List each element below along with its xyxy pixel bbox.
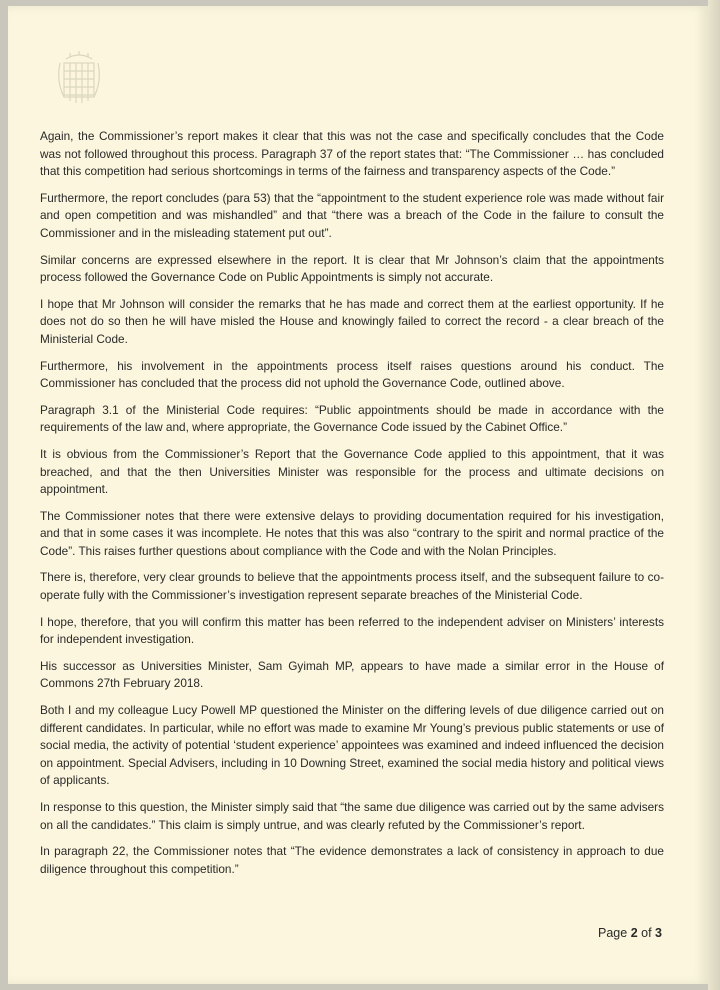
page-total: 3 <box>655 926 662 940</box>
paragraph: The Commissioner notes that there were extensive delays to providing documentation required for his investigation, and that in some cases it was incomplete. He notes that this was also “contrary to the spirit and normal practice of the Code”. This raises further questions about compliance with the Code and with the Nolan Principles. <box>40 508 664 558</box>
page-word: Page <box>598 926 628 940</box>
paragraph: Furthermore, the report concludes (para 53) that the “appointment to the student experience role was made without fair and open competition and was mishandled” and that “there was a breach of the Code in the failure to consult the Commissioner and in the misleading statement put out”. <box>40 190 664 240</box>
page-edge <box>708 0 720 990</box>
paragraph: It is obvious from the Commissioner’s Report that the Governance Code applied to this appointment, that it was breached, and that the then Universities Minister was responsible for the process and ultimate decisions on appointment. <box>40 446 664 497</box>
paragraph: Similar concerns are expressed elsewhere in the report. It is clear that Mr Johnson’s claim that the appointments process followed the Governance Code on Public Appointments is simply not accurate. <box>40 252 664 285</box>
document-page <box>8 6 708 984</box>
portcullis-crest-icon <box>56 51 102 113</box>
paragraph: In paragraph 22, the Commissioner notes that “The evidence demonstrates a lack of consistency in approach to due diligence throughout this competition.” <box>40 844 664 876</box>
page-of-word: of <box>641 926 652 940</box>
paragraph: Furthermore, his involvement in the appointments process itself raises questions around his conduct. The Commissioner has concluded that the process did not uphold the Governance Code, outlined above. <box>40 358 664 391</box>
page-number <box>598 926 662 940</box>
paragraph: Again, the Commissioner’s report makes it clear that this was not the case and specifically concludes that the Code was not followed throughout this process. Paragraph 37 of the report states that: “The Commissioner … has concluded that this competition had serious shortcomings in terms of the fairness and transparency aspects of the Code.” <box>40 129 664 179</box>
paragraph: His successor as Universities Minister, Sam Gyimah MP, appears to have made a similar error in the House of Commons 27th February 2018. <box>40 658 664 691</box>
paragraph: There is, therefore, very clear grounds to believe that the appointments process itself, and the subsequent failure to co-operate fully with the Commissioner’s investigation represent separate breaches of the Ministerial Code. <box>40 570 664 603</box>
page-current: 2 <box>630 926 638 940</box>
paragraph: I hope, therefore, that you will confirm this matter has been referred to the independent adviser on Ministers’ interests for independent investigation. <box>40 614 664 647</box>
paragraph: Paragraph 3.1 of the Ministerial Code requires: “Public appointments should be made in accordance with the requirements of the law and, where appropriate, the Governance Code issued by the Cabinet Office.” <box>40 402 664 435</box>
paragraph: In response to this question, the Minister simply said that “the same due diligence was carried out by the same advisers on all the candidates.” This claim is simply untrue, and was clearly refuted by the Commissioner’s report. <box>40 800 664 832</box>
paragraph: I hope that Mr Johnson will consider the remarks that he has made and correct them at the earliest opportunity. If he does not do so then he will have misled the House and knowingly failed to correct the record - a clear breach of the Ministerial Code. <box>40 296 664 346</box>
letter-body <box>40 128 664 887</box>
paragraph: Both I and my colleague Lucy Powell MP questioned the Minister on the differing levels of due diligence carried out on different candidates. In particular, while no effort was made to examine Mr Young’s previous public statements or use of social media, the activity of potential ‘student experience’ appointees was examined and indeed influenced the decision on appointment. Special Advisers, including in 10 Downing Street, examined the social media history and political views of applicants. <box>40 703 664 788</box>
